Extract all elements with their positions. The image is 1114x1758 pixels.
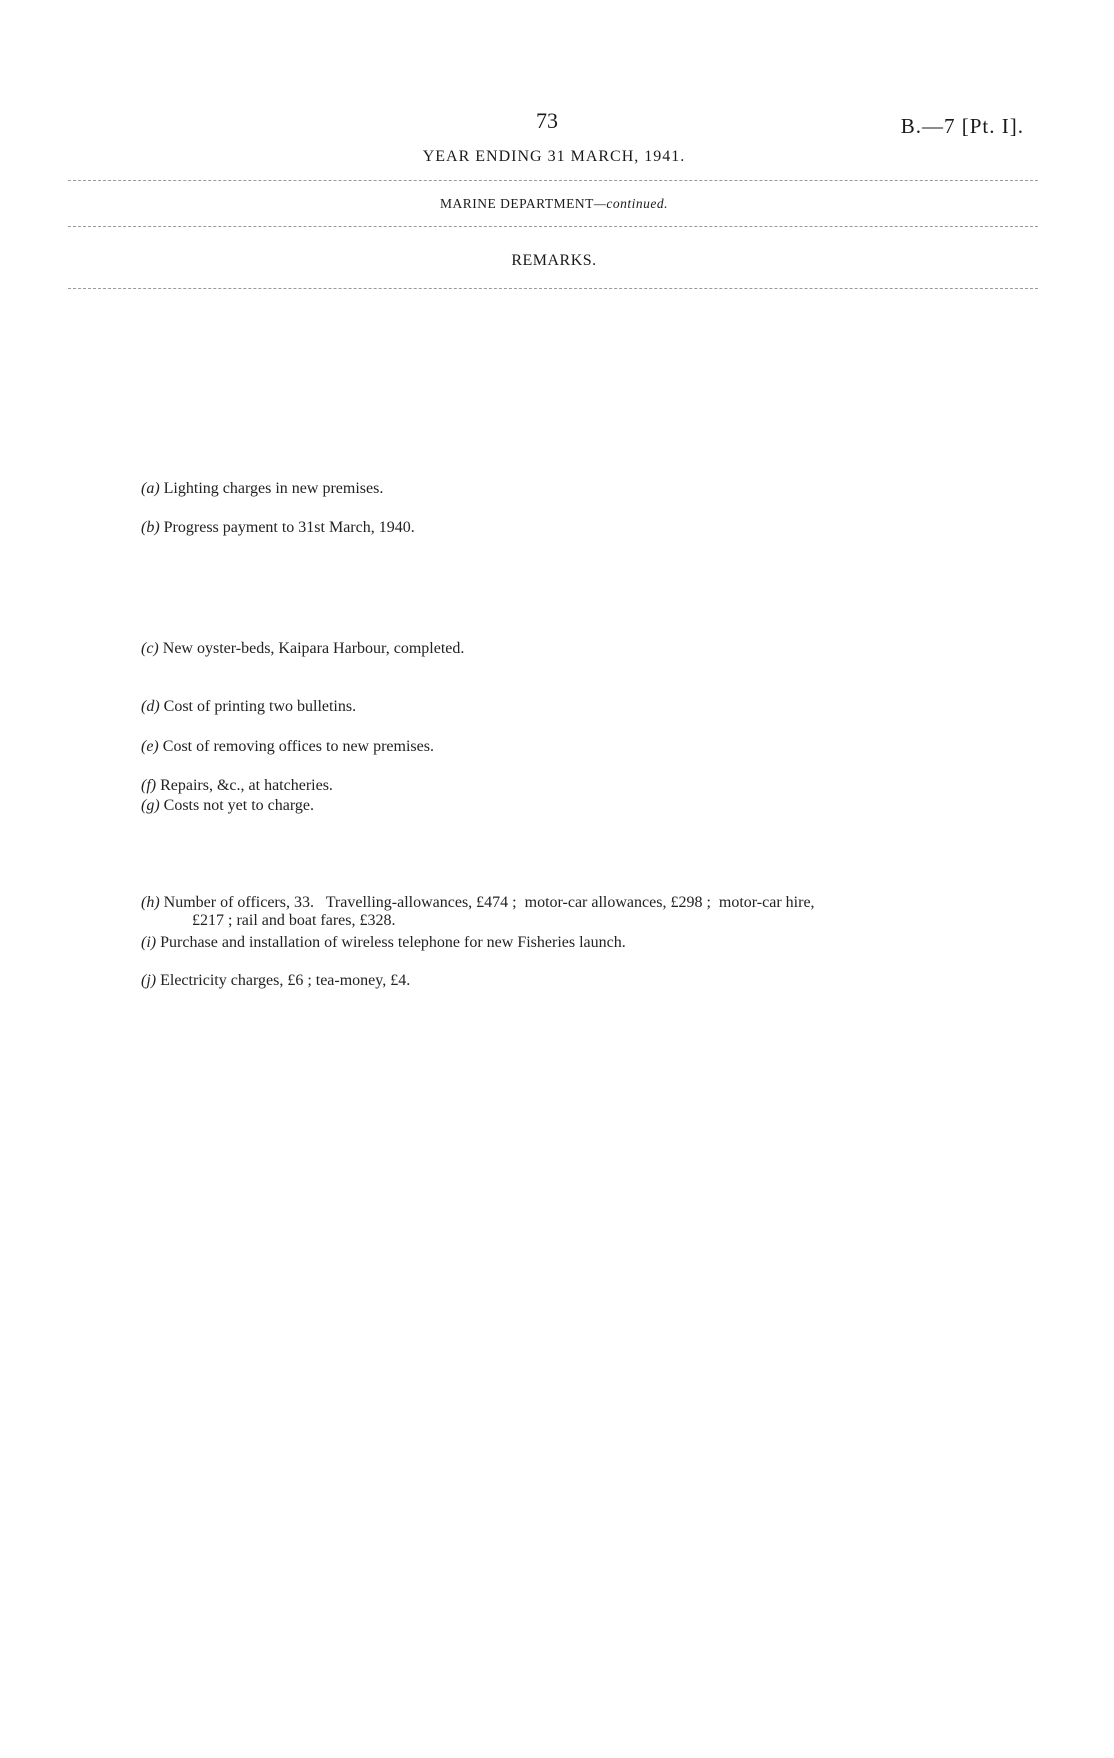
remark-text: Repairs, &c., at hatcheries. [160, 777, 333, 794]
remark-b [141, 519, 415, 537]
remark-text: Lighting charges in new premises. [163, 480, 384, 497]
remark-label: (e) [141, 738, 159, 755]
remark-text: Cost of removing offices to new premises. [162, 738, 434, 755]
department-suffix: —continued. [593, 196, 668, 211]
remark-h [141, 894, 815, 912]
remark-text: Electricity charges, £6 ; tea-money, £4. [160, 972, 411, 989]
rule-bottom [68, 288, 1038, 289]
remark-text: Costs not yet to charge. [163, 797, 315, 814]
remark-label: (g) [141, 797, 160, 814]
remark-text: Cost of printing two bulletins. [163, 698, 357, 715]
remark-text: New oyster-beds, Kaipara Harbour, completed. [162, 640, 465, 657]
remark-label: (i) [141, 934, 157, 951]
remark-label: (f) [141, 777, 157, 794]
remark-label: (a) [141, 480, 160, 497]
year-heading: YEAR ENDING 31 MARCH, 1941. [422, 148, 686, 165]
section-title: REMARKS. [511, 252, 597, 269]
remark-i [141, 934, 626, 952]
remark-label: (j) [141, 972, 157, 989]
rule-middle [68, 226, 1038, 227]
remark-e [141, 738, 434, 756]
page-number: 73 [536, 108, 558, 133]
rule-top [68, 180, 1038, 181]
document-reference: B.—7 [Pt. I]. [900, 114, 1024, 138]
remark-text: Purchase and installation of wireless telephone for new Fisheries launch. [160, 934, 626, 951]
remark-g [141, 797, 314, 815]
department-heading [0, 196, 1108, 212]
remark-a [141, 480, 383, 498]
remark-label: (b) [141, 519, 160, 536]
remark-f [141, 777, 333, 795]
remark-j [141, 972, 410, 990]
remark-h-continuation: £217 ; rail and boat fares, £328. [192, 912, 396, 929]
remark-text: Progress payment to 31st March, 1940. [163, 519, 415, 536]
remark-c [141, 640, 464, 658]
remark-d [141, 698, 356, 716]
remark-text: Number of officers, 33. Travelling-allowances, £474 ; motor-car allowances, £298 ; motor-car hire, [163, 894, 815, 911]
department-name: MARINE DEPARTMENT [440, 196, 594, 211]
remark-label: (d) [141, 698, 160, 715]
remark-label: (c) [141, 640, 159, 657]
remark-label: (h) [141, 894, 160, 911]
